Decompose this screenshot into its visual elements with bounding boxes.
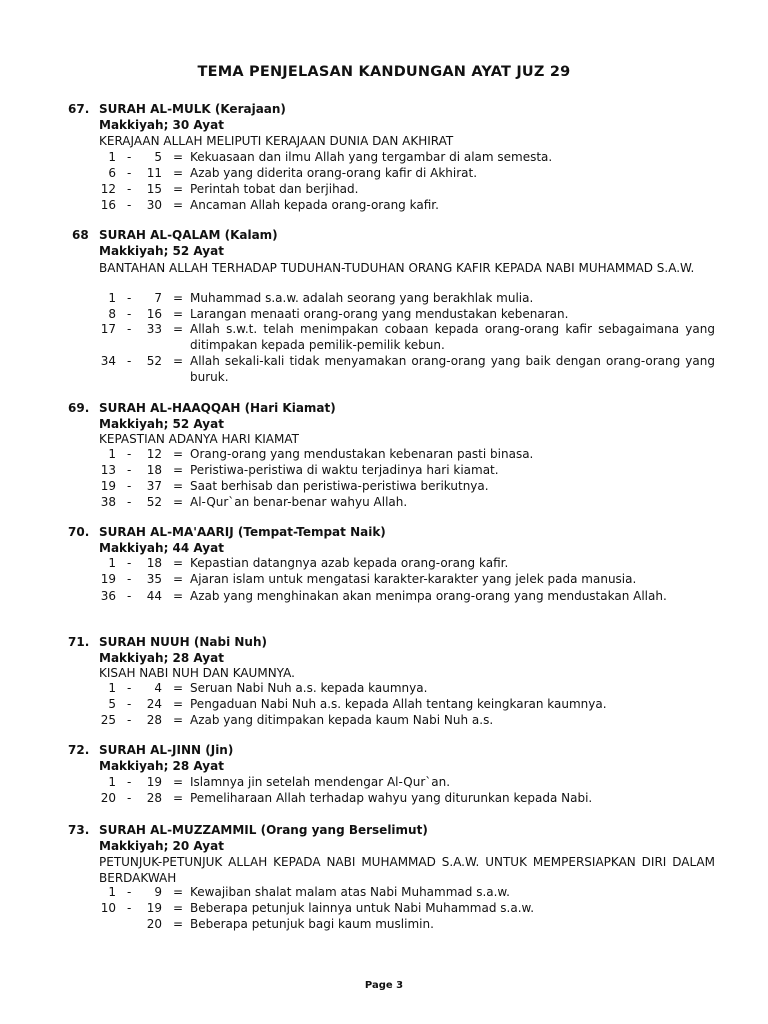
verse-from: 1 — [108, 291, 116, 305]
surah-info: Makkiyah; 30 Ayat — [99, 118, 224, 132]
verse-from: 38 — [100, 495, 116, 509]
range-dash: - — [127, 447, 132, 461]
verse-to: 30 — [146, 198, 162, 212]
verse-from: 6 — [108, 166, 116, 180]
verse-to: 19 — [146, 901, 162, 915]
surah-theme: KISAH NABI NUH DAN KAUMNYA. — [99, 666, 295, 680]
verse-to: 4 — [154, 681, 162, 695]
range-dash: - — [127, 198, 132, 212]
verse-to: 12 — [146, 447, 162, 461]
surah-name: SURAH AL-MUZZAMMIL (Orang yang Berselimut) — [99, 823, 428, 837]
verse-to: 18 — [146, 556, 162, 570]
verse-to: 37 — [146, 479, 162, 493]
surah-name: SURAH NUUH (Nabi Nuh) — [99, 635, 268, 649]
verse-from: 5 — [108, 697, 116, 711]
verse-from: 19 — [100, 479, 116, 493]
equals-sign: = — [173, 917, 184, 931]
range-dash: - — [127, 572, 132, 586]
verse-from: 1 — [108, 885, 116, 899]
verse-to: 35 — [146, 572, 162, 586]
range-dash: - — [127, 354, 132, 368]
surah-name: SURAH AL-MA'AARIJ (Tempat-Tempat Naik) — [99, 525, 386, 539]
verse-to: 52 — [146, 495, 162, 509]
verse-to: 9 — [154, 885, 162, 899]
verse-from: 1 — [108, 775, 116, 789]
equals-sign: = — [173, 901, 184, 915]
verse-from: 1 — [108, 556, 116, 570]
verse-to: 44 — [146, 589, 162, 603]
equals-sign: = — [173, 150, 184, 164]
surah-number: 67. — [68, 102, 90, 116]
verse-to: 11 — [146, 166, 162, 180]
verse-desc: Azab yang diderita orang-orang kafir di Akhirat. — [190, 166, 478, 180]
verse-desc: Pengaduan Nabi Nuh a.s. kepada Allah tentang keingkaran kaumnya. — [190, 697, 607, 711]
verse-desc: Saat berhisab dan peristiwa-peristiwa berikutnya. — [190, 479, 489, 493]
verse-desc: Ancaman Allah kepada orang-orang kafir. — [190, 198, 439, 212]
range-dash: - — [127, 291, 132, 305]
equals-sign: = — [173, 572, 184, 586]
equals-sign: = — [173, 463, 184, 477]
verse-from: 25 — [100, 713, 116, 727]
verse-desc: Azab yang ditimpakan kepada kaum Nabi Nuh a.s. — [190, 713, 494, 727]
verse-to: 16 — [146, 307, 162, 321]
range-dash: - — [127, 697, 132, 711]
verse-from: 16 — [100, 198, 116, 212]
verse-from: 13 — [100, 463, 116, 477]
surah-name: SURAH AL-HAAQQAH (Hari Kiamat) — [99, 401, 336, 415]
surah-info: Makkiyah; 44 Ayat — [99, 541, 224, 555]
equals-sign: = — [173, 354, 184, 368]
range-dash: - — [127, 166, 132, 180]
range-dash: - — [127, 150, 132, 164]
range-dash: - — [127, 479, 132, 493]
surah-number: 73. — [68, 823, 90, 837]
verse-to: 52 — [146, 354, 162, 368]
verse-to: 28 — [146, 713, 162, 727]
verse-from: 34 — [100, 354, 116, 368]
surah-number: 68 — [72, 228, 89, 242]
equals-sign: = — [173, 775, 184, 789]
equals-sign: = — [173, 791, 184, 805]
verse-desc: Seruan Nabi Nuh a.s. kepada kaumnya. — [190, 681, 428, 695]
equals-sign: = — [173, 322, 184, 336]
verse-desc: Azab yang menghinakan akan menimpa orang-orang yang mendustakan Allah. — [190, 589, 667, 603]
surah-theme: KEPASTIAN ADANYA HARI KIAMAT — [99, 432, 299, 446]
verse-to: 33 — [146, 322, 162, 336]
range-dash: - — [127, 713, 132, 727]
equals-sign: = — [173, 885, 184, 899]
surah-info: Makkiyah; 28 Ayat — [99, 651, 224, 665]
verse-to: 15 — [146, 182, 162, 196]
surah-info: Makkiyah; 20 Ayat — [99, 839, 224, 853]
range-dash: - — [127, 307, 132, 321]
equals-sign: = — [173, 589, 184, 603]
surah-theme: PETUNJUK-PETUNJUK ALLAH KEPADA NABI MUHAMMAD S.A.W. UNTUK MEMPERSIAPKAN DIRI DALAM BERDAKWAH — [99, 855, 715, 885]
page-number: Page 3 — [364, 980, 404, 991]
verse-desc: Kekuasaan dan ilmu Allah yang tergambar di alam semesta. — [190, 150, 553, 164]
verse-from: 10 — [100, 901, 116, 915]
verse-desc: Peristiwa-peristiwa di waktu terjadinya hari kiamat. — [190, 463, 499, 477]
equals-sign: = — [173, 681, 184, 695]
verse-desc: Kewajiban shalat malam atas Nabi Muhammad s.a.w. — [190, 885, 510, 899]
verse-from: 20 — [100, 791, 116, 805]
verse-from: 12 — [100, 182, 116, 196]
equals-sign: = — [173, 495, 184, 509]
range-dash: - — [127, 322, 132, 336]
verse-desc: Beberapa petunjuk bagi kaum muslimin. — [190, 917, 434, 931]
equals-sign: = — [173, 166, 184, 180]
range-dash: - — [127, 463, 132, 477]
equals-sign: = — [173, 198, 184, 212]
equals-sign: = — [173, 556, 184, 570]
surah-theme: KERAJAAN ALLAH MELIPUTI KERAJAAN DUNIA DAN AKHIRAT — [99, 134, 454, 148]
verse-desc: Al-Qur`an benar-benar wahyu Allah. — [190, 495, 408, 509]
surah-theme: BANTAHAN ALLAH TERHADAP TUDUHAN-TUDUHAN ORANG KAFIR KEPADA NABI MUHAMMAD S.A.W. — [99, 261, 695, 275]
verse-desc: Allah sekali-kali tidak menyamakan orang-orang yang baik dengan orang-orang yang buruk. — [190, 354, 715, 384]
range-dash: - — [127, 681, 132, 695]
range-dash: - — [127, 589, 132, 603]
verse-desc: Allah s.w.t. telah menimpakan cobaan kepada orang-orang kafir sebagaimana yang ditimpakan kepada pemilik-pemilik kebun. — [190, 322, 715, 352]
equals-sign: = — [173, 447, 184, 461]
verse-from: 17 — [100, 322, 116, 336]
surah-name: SURAH AL-JINN (Jin) — [99, 743, 234, 757]
verse-from: 1 — [108, 447, 116, 461]
surah-number: 72. — [68, 743, 90, 757]
range-dash: - — [127, 556, 132, 570]
verse-from: 19 — [100, 572, 116, 586]
verse-to: 24 — [146, 697, 162, 711]
surah-number: 71. — [68, 635, 90, 649]
verse-to: 7 — [154, 291, 162, 305]
verse-from: 1 — [108, 681, 116, 695]
surah-info: Makkiyah; 28 Ayat — [99, 759, 224, 773]
surah-info: Makkiyah; 52 Ayat — [99, 244, 224, 258]
verse-to: 28 — [146, 791, 162, 805]
equals-sign: = — [173, 307, 184, 321]
verse-to: 19 — [146, 775, 162, 789]
verse-to: 5 — [154, 150, 162, 164]
surah-name: SURAH AL-MULK (Kerajaan) — [99, 102, 286, 116]
verse-desc: Kepastian datangnya azab kepada orang-orang kafir. — [190, 556, 509, 570]
verse-desc: Muhammad s.a.w. adalah seorang yang berakhlak mulia. — [190, 291, 534, 305]
equals-sign: = — [173, 182, 184, 196]
verse-desc: Ajaran islam untuk mengatasi karakter-karakter yang jelek pada manusia. — [190, 572, 637, 586]
verse-to: 18 — [146, 463, 162, 477]
equals-sign: = — [173, 697, 184, 711]
verse-desc: Pemeliharaan Allah terhadap wahyu yang diturunkan kepada Nabi. — [190, 791, 593, 805]
document-title: TEMA PENJELASAN KANDUNGAN AYAT JUZ 29 — [197, 64, 571, 80]
verse-desc: Islamnya jin setelah mendengar Al-Qur`an. — [190, 775, 451, 789]
equals-sign: = — [173, 479, 184, 493]
surah-number: 69. — [68, 401, 90, 415]
range-dash: - — [127, 775, 132, 789]
surah-info: Makkiyah; 52 Ayat — [99, 417, 224, 431]
range-dash: - — [127, 885, 132, 899]
verse-from: 8 — [108, 307, 116, 321]
verse-desc: Beberapa petunjuk lainnya untuk Nabi Muhammad s.a.w. — [190, 901, 535, 915]
verse-desc: Orang-orang yang mendustakan kebenaran pasti binasa. — [190, 447, 534, 461]
verse-desc: Perintah tobat dan berjihad. — [190, 182, 359, 196]
range-dash: - — [127, 791, 132, 805]
equals-sign: = — [173, 291, 184, 305]
verse-from: 36 — [100, 589, 116, 603]
surah-name: SURAH AL-QALAM (Kalam) — [99, 228, 278, 242]
range-dash: - — [127, 182, 132, 196]
verse-from: 1 — [108, 150, 116, 164]
surah-number: 70. — [68, 525, 90, 539]
equals-sign: = — [173, 713, 184, 727]
verse-desc: Larangan menaati orang-orang yang mendustakan kebenaran. — [190, 307, 569, 321]
range-dash: - — [127, 901, 132, 915]
verse-to: 20 — [146, 917, 162, 931]
range-dash: - — [127, 495, 132, 509]
